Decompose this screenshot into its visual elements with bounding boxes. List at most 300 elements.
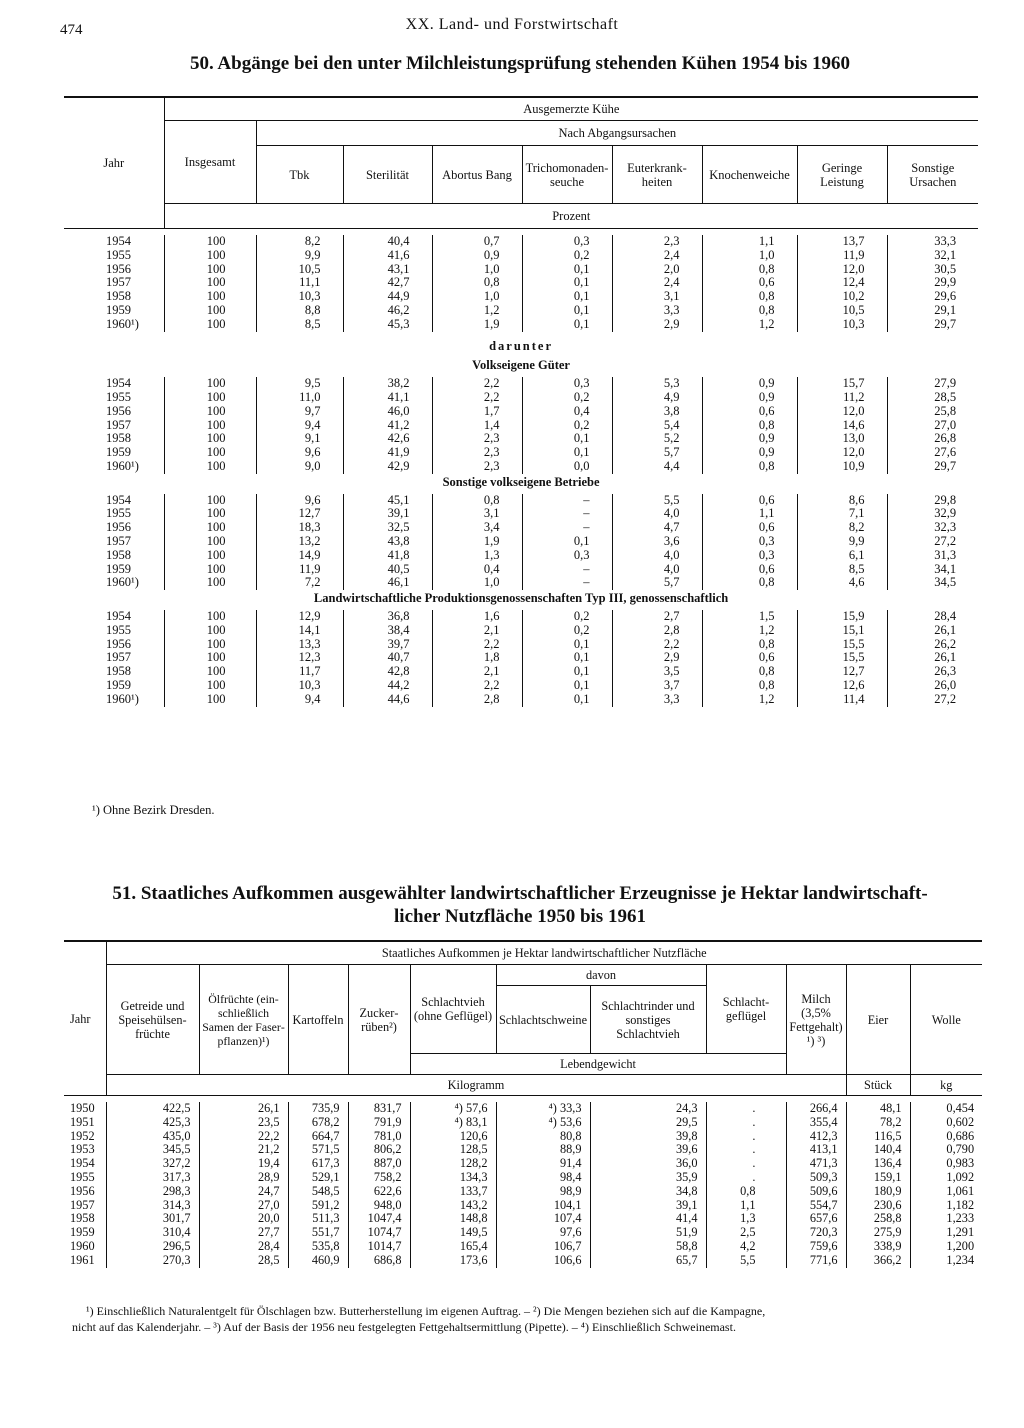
t50-section-label-row	[64, 474, 978, 494]
t50-year-cell: 1958	[106, 547, 131, 562]
t51-header-schweine: Schlachtschweine	[496, 986, 590, 1054]
t50-value-cell: 10,2	[797, 290, 887, 304]
t50-value-cell: 0,8	[702, 638, 797, 652]
t50-value-cell: 2,3	[432, 432, 522, 446]
t51-value-cell: 622,6	[348, 1185, 410, 1199]
t51-value-cell: 1,182	[910, 1199, 982, 1213]
table-row	[64, 249, 978, 263]
t51-value-cell: 136,4	[846, 1157, 910, 1171]
table-row	[64, 494, 978, 508]
t51-value-cell: 24,3	[590, 1102, 706, 1116]
t50-value-cell: 41,8	[343, 549, 432, 563]
t51-value-cell: 4,2	[706, 1240, 786, 1254]
t51-value-cell: 104,1	[496, 1199, 590, 1213]
t51-value-cell: 36,0	[590, 1157, 706, 1171]
t51-value-cell: 413,1	[786, 1143, 846, 1157]
t50-section-label-row	[64, 332, 978, 358]
t50-value-cell: 36,8	[343, 610, 432, 624]
t50-year-cell: 1955	[106, 622, 131, 637]
table-row	[64, 1199, 982, 1213]
t51-header-kartoffeln: Kartoffeln	[288, 965, 348, 1075]
t50-value-cell: 0,3	[522, 549, 612, 563]
t51-value-cell: 106,7	[496, 1240, 590, 1254]
t50-value-cell: 30,5	[887, 263, 978, 277]
table-row	[64, 638, 978, 652]
t50-value-cell: 40,4	[343, 235, 432, 249]
t50-value-cell: 26,0	[887, 679, 978, 693]
table-row	[64, 432, 978, 446]
t51-value-cell: 28,4	[199, 1240, 288, 1254]
t51-value-cell: 24,7	[199, 1185, 288, 1199]
t51-value-cell: 98,9	[496, 1185, 590, 1199]
t51-header-eier: Eier	[846, 965, 910, 1075]
t50-value-cell: 2,4	[612, 249, 702, 263]
table-row	[64, 1226, 982, 1240]
t50-value-cell: 1,8	[432, 651, 522, 665]
t51-value-cell: 5,5	[706, 1254, 786, 1268]
t50-value-cell: 2,1	[432, 624, 522, 638]
t50-value-cell: 14,1	[256, 624, 343, 638]
t50-value-cell: 100	[164, 249, 256, 263]
t50-value-cell: 0,1	[522, 276, 612, 290]
t51-value-cell: 0,602	[910, 1116, 982, 1130]
t50-value-cell: 100	[164, 693, 256, 707]
t50-value-cell: 100	[164, 665, 256, 679]
t50-value-cell: 11,7	[256, 665, 343, 679]
t51-value-cell: 34,8	[590, 1185, 706, 1199]
t51-value-cell: 1,291	[910, 1226, 982, 1240]
t51-value-cell: 686,8	[348, 1254, 410, 1268]
t50-value-cell: 2,3	[612, 235, 702, 249]
t50-value-cell: 26,3	[887, 665, 978, 679]
t50-value-cell: 0,1	[522, 638, 612, 652]
t50-value-cell: 9,6	[256, 446, 343, 460]
t50-value-cell: 0,8	[432, 276, 522, 290]
t51-value-cell: 26,1	[199, 1102, 288, 1116]
table-row	[64, 610, 978, 624]
t50-value-cell: 0,3	[702, 535, 797, 549]
t50-value-cell: 2,7	[612, 610, 702, 624]
t51-value-cell: 165,4	[410, 1240, 496, 1254]
t51-value-cell: 301,7	[106, 1212, 199, 1226]
t50-year-cell: 1960¹)	[106, 316, 139, 331]
t51-value-cell: 275,9	[846, 1226, 910, 1240]
t51-value-cell: 78,2	[846, 1116, 910, 1130]
table-row	[64, 377, 978, 391]
t50-value-cell: 9,4	[256, 693, 343, 707]
t51-value-cell: 425,3	[106, 1116, 199, 1130]
t51-value-cell: ⁴) 83,1	[410, 1116, 496, 1130]
t51-value-cell: 58,8	[590, 1240, 706, 1254]
t51-year-cell: 1959	[70, 1225, 95, 1240]
t51-header-schlachtvieh: Schlachtvieh (ohne Geflügel)	[410, 965, 496, 1054]
t51-year-cell: 1953	[70, 1142, 95, 1157]
t51-year-cell: 1952	[70, 1128, 95, 1143]
t51-value-cell: 19,4	[199, 1157, 288, 1171]
t50-year-cell: 1959	[106, 561, 131, 576]
t50-header-tricho: Trichomonadenseuche	[522, 146, 612, 204]
t50-value-cell: –	[522, 576, 612, 590]
t50-value-cell: 10,5	[256, 263, 343, 277]
t50-value-cell: 1,2	[702, 318, 797, 332]
t50-value-cell: 0,9	[702, 432, 797, 446]
t51-value-cell: 128,2	[410, 1157, 496, 1171]
t51-header-rinder: Schlachtrinder und sonstiges Schlachtvieh	[590, 986, 706, 1054]
t51-value-cell: 173,6	[410, 1254, 496, 1268]
t50-year-cell: 1959	[106, 445, 131, 460]
t50-value-cell: 27,0	[887, 419, 978, 433]
t51-value-cell: 23,5	[199, 1116, 288, 1130]
t51-header-top: Staatliches Aufkommen je Hektar landwirtschaftlicher Nutzfläche	[106, 941, 982, 965]
t50-header-nach: Nach Abgangsursachen	[256, 121, 978, 146]
t50-value-cell: 12,0	[797, 263, 887, 277]
table-row	[64, 1185, 982, 1199]
t50-value-cell: 13,3	[256, 638, 343, 652]
t50-value-cell: 11,2	[797, 391, 887, 405]
table50-title: 50. Abgänge bei den unter Milchleistungsprüfung stehenden Kühen 1954 bis 1960	[189, 53, 851, 74]
t50-value-cell: 2,8	[432, 693, 522, 707]
t51-value-cell: 48,1	[846, 1102, 910, 1116]
t51-value-cell: 338,9	[846, 1240, 910, 1254]
t50-header-ausgemerzte: Ausgemerzte Kühe	[164, 97, 978, 121]
t50-value-cell: 100	[164, 419, 256, 433]
t50-value-cell: 1,4	[432, 419, 522, 433]
t50-value-cell: 38,2	[343, 377, 432, 391]
t51-value-cell: 571,5	[288, 1143, 348, 1157]
t50-value-cell: 7,1	[797, 507, 887, 521]
t50-value-cell: 27,2	[887, 693, 978, 707]
t50-value-cell: 100	[164, 507, 256, 521]
t50-value-cell: 26,2	[887, 638, 978, 652]
t50-value-cell: 32,1	[887, 249, 978, 263]
t51-year-cell: 1961	[70, 1252, 95, 1267]
t50-value-cell: 25,8	[887, 405, 978, 419]
t50-value-cell: 8,2	[256, 235, 343, 249]
t50-value-cell: 11,0	[256, 391, 343, 405]
t51-value-cell: .	[706, 1157, 786, 1171]
t50-value-cell: 0,8	[702, 304, 797, 318]
t50-value-cell: 3,7	[612, 679, 702, 693]
t50-value-cell: 0,2	[522, 391, 612, 405]
t50-value-cell: 8,5	[797, 563, 887, 577]
t50-year-cell: 1956	[106, 261, 131, 276]
t50-value-cell: 0,6	[702, 494, 797, 508]
t51-value-cell: 270,3	[106, 1254, 199, 1268]
t50-value-cell: –	[522, 507, 612, 521]
t50-year-cell: 1958	[106, 289, 131, 304]
t50-year-cell: 1960¹)	[106, 691, 139, 706]
t50-value-cell: 42,8	[343, 665, 432, 679]
t51-value-cell: 535,8	[288, 1240, 348, 1254]
t50-value-cell: 8,2	[797, 521, 887, 535]
t51-value-cell: 1,233	[910, 1212, 982, 1226]
t51-value-cell: 664,7	[288, 1130, 348, 1144]
table51-footnote-1: ¹) Einschließlich Naturalentgelt für Ölschlagen bzw. Butterherstellung im eigenen Auftrag. – ²) Die Mengen beziehen sich auf die Kampagne,	[86, 1304, 766, 1318]
t50-header-abortus: Abortus Bang	[432, 146, 522, 204]
t50-value-cell: 5,2	[612, 432, 702, 446]
t51-value-cell: 422,5	[106, 1102, 199, 1116]
t51-value-cell: 548,5	[288, 1185, 348, 1199]
t51-year-cell: 1958	[70, 1211, 95, 1226]
t50-value-cell: 40,7	[343, 651, 432, 665]
t51-header-zucker: Zuckerrüben²)	[348, 965, 410, 1075]
t50-value-cell: 12,7	[256, 507, 343, 521]
t51-header-wolle: Wolle	[910, 965, 982, 1075]
t50-value-cell: 2,2	[432, 377, 522, 391]
t50-value-cell: 100	[164, 494, 256, 508]
t50-value-cell: 27,6	[887, 446, 978, 460]
t51-value-cell: 678,2	[288, 1116, 348, 1130]
t50-value-cell: 29,9	[887, 276, 978, 290]
t50-value-cell: 6,1	[797, 549, 887, 563]
t50-value-cell: 29,7	[887, 460, 978, 474]
table-row	[64, 446, 978, 460]
t50-value-cell: 1,1	[702, 507, 797, 521]
t50-value-cell: 100	[164, 651, 256, 665]
t51-value-cell: 1,234	[910, 1254, 982, 1268]
t51-value-cell: 230,6	[846, 1199, 910, 1213]
t50-value-cell: 26,1	[887, 651, 978, 665]
t50-value-cell: 32,5	[343, 521, 432, 535]
t50-value-cell: 0,6	[702, 276, 797, 290]
t50-value-cell: 0,9	[702, 377, 797, 391]
t50-value-cell: 2,0	[612, 263, 702, 277]
t50-value-cell: 40,5	[343, 563, 432, 577]
t51-value-cell: 0,8	[706, 1185, 786, 1199]
t51-value-cell: 65,7	[590, 1254, 706, 1268]
t50-value-cell: 100	[164, 290, 256, 304]
t50-value-cell: 11,9	[256, 563, 343, 577]
t50-value-cell: 9,5	[256, 377, 343, 391]
t51-value-cell: 345,5	[106, 1143, 199, 1157]
t51-value-cell: ⁴) 53,6	[496, 1116, 590, 1130]
t51-header-stueck: Stück	[846, 1075, 910, 1096]
t50-section-label: Landwirtschaftliche Produktionsgenossenschaften Typ III, genossenschaftlich	[313, 591, 729, 606]
t50-header-knochen: Knochenweiche	[702, 146, 797, 204]
t51-value-cell: 1,3	[706, 1212, 786, 1226]
table-row	[64, 391, 978, 405]
t51-value-cell: 2,5	[706, 1226, 786, 1240]
t50-value-cell: 12,0	[797, 405, 887, 419]
t50-value-cell: 43,1	[343, 263, 432, 277]
t51-value-cell: 1047,4	[348, 1212, 410, 1226]
t50-value-cell: 0,7	[432, 235, 522, 249]
t51-value-cell: 98,4	[496, 1171, 590, 1185]
t51-value-cell: 41,4	[590, 1212, 706, 1226]
t50-value-cell: 100	[164, 460, 256, 474]
t51-value-cell: 1014,7	[348, 1240, 410, 1254]
table-row	[64, 651, 978, 665]
t51-value-cell: 51,9	[590, 1226, 706, 1240]
t51-value-cell: ⁴) 33,3	[496, 1102, 590, 1116]
t50-value-cell: 29,1	[887, 304, 978, 318]
t50-value-cell: 42,6	[343, 432, 432, 446]
table-row	[64, 1130, 982, 1144]
t51-value-cell: 759,6	[786, 1240, 846, 1254]
t50-value-cell: 4,0	[612, 507, 702, 521]
t50-year-cell: 1956	[106, 636, 131, 651]
t51-value-cell: 133,7	[410, 1185, 496, 1199]
table-row	[64, 1102, 982, 1116]
t50-year-cell: 1959	[106, 677, 131, 692]
running-head: XX. Land- und Forstwirtschaft	[405, 16, 619, 33]
t50-value-cell: 45,3	[343, 318, 432, 332]
t50-value-cell: 4,4	[612, 460, 702, 474]
t50-value-cell: 100	[164, 263, 256, 277]
table-row	[64, 1116, 982, 1130]
t50-year-cell: 1955	[106, 389, 131, 404]
t51-value-cell: 831,7	[348, 1102, 410, 1116]
t50-value-cell: 3,8	[612, 405, 702, 419]
t51-value-cell: 435,0	[106, 1130, 199, 1144]
t50-value-cell: 11,4	[797, 693, 887, 707]
table-row	[64, 1240, 982, 1254]
t51-value-cell: 887,0	[348, 1157, 410, 1171]
t51-value-cell: 314,3	[106, 1199, 199, 1213]
t50-value-cell: 100	[164, 405, 256, 419]
t50-value-cell: 32,3	[887, 521, 978, 535]
t51-value-cell: 258,8	[846, 1212, 910, 1226]
table-row	[64, 405, 978, 419]
t51-year-cell: 1951	[70, 1114, 95, 1129]
t51-value-cell: 27,7	[199, 1226, 288, 1240]
t50-value-cell: 12,4	[797, 276, 887, 290]
table-row	[64, 419, 978, 433]
t51-value-cell: 128,5	[410, 1143, 496, 1157]
t50-header-sterilitaet: Sterilität	[343, 146, 432, 204]
t51-value-cell: 35,9	[590, 1171, 706, 1185]
t50-value-cell: 27,2	[887, 535, 978, 549]
t51-value-cell: 21,2	[199, 1143, 288, 1157]
t50-year-cell: 1957	[106, 533, 131, 548]
t50-header-insgesamt: Insgesamt	[164, 121, 256, 204]
t50-value-cell: –	[522, 521, 612, 535]
table50-footnote: ¹) Ohne Bezirk Dresden.	[92, 803, 215, 817]
t51-value-cell: 266,4	[786, 1102, 846, 1116]
t51-value-cell: 20,0	[199, 1212, 288, 1226]
t50-value-cell: 46,2	[343, 304, 432, 318]
t50-value-cell: 100	[164, 432, 256, 446]
t51-value-cell: 771,6	[786, 1254, 846, 1268]
t50-value-cell: 5,3	[612, 377, 702, 391]
t50-value-cell: 0,8	[702, 263, 797, 277]
t50-value-cell: 5,7	[612, 446, 702, 460]
table-row	[64, 304, 978, 318]
t50-value-cell: 1,0	[432, 576, 522, 590]
t50-value-cell: 9,4	[256, 419, 343, 433]
t50-header-jahr: Jahr	[64, 97, 164, 229]
t50-value-cell: 0,8	[702, 665, 797, 679]
t50-value-cell: 26,8	[887, 432, 978, 446]
t50-value-cell: 33,3	[887, 235, 978, 249]
t51-value-cell: 554,7	[786, 1199, 846, 1213]
table-row	[64, 318, 978, 332]
t50-value-cell: 0,8	[702, 679, 797, 693]
t50-value-cell: 34,1	[887, 563, 978, 577]
t50-value-cell: 0,8	[702, 576, 797, 590]
t50-value-cell: 42,9	[343, 460, 432, 474]
t50-value-cell: 0,4	[432, 563, 522, 577]
t50-value-cell: 5,4	[612, 419, 702, 433]
t50-value-cell: 1,5	[702, 610, 797, 624]
t50-value-cell: 1,2	[702, 693, 797, 707]
t51-value-cell: .	[706, 1116, 786, 1130]
t50-value-cell: 2,8	[612, 624, 702, 638]
t50-value-cell: 9,0	[256, 460, 343, 474]
table-row	[64, 576, 978, 590]
t51-value-cell: 509,3	[786, 1171, 846, 1185]
t51-value-cell: 617,3	[288, 1157, 348, 1171]
t50-value-cell: 100	[164, 638, 256, 652]
t51-value-cell: 22,2	[199, 1130, 288, 1144]
t50-value-cell: 41,9	[343, 446, 432, 460]
t50-value-cell: 0,3	[522, 235, 612, 249]
t50-value-cell: 0,2	[522, 419, 612, 433]
t50-value-cell: 0,1	[522, 679, 612, 693]
t50-value-cell: 15,1	[797, 624, 887, 638]
t50-value-cell: 45,1	[343, 494, 432, 508]
t50-value-cell: 11,1	[256, 276, 343, 290]
t50-value-cell: 46,0	[343, 405, 432, 419]
t50-value-cell: 1,2	[702, 624, 797, 638]
t51-value-cell: 180,9	[846, 1185, 910, 1199]
t51-value-cell: 39,6	[590, 1143, 706, 1157]
t51-value-cell: 106,6	[496, 1254, 590, 1268]
t50-value-cell: 11,9	[797, 249, 887, 263]
table-row	[64, 693, 978, 707]
t51-value-cell: .	[706, 1171, 786, 1185]
t50-value-cell: 1,6	[432, 610, 522, 624]
t51-header-kg: kg	[910, 1075, 982, 1096]
t50-value-cell: 39,7	[343, 638, 432, 652]
t51-value-cell: 791,9	[348, 1116, 410, 1130]
t50-value-cell: 27,9	[887, 377, 978, 391]
t51-value-cell: 149,5	[410, 1226, 496, 1240]
t50-year-cell: 1954	[106, 234, 131, 248]
t50-value-cell: 31,3	[887, 549, 978, 563]
t51-header-milch: Milch (3,5% Fettgehalt) ¹) ³)	[786, 965, 846, 1075]
table-row	[64, 1157, 982, 1171]
t51-value-cell: 97,6	[496, 1226, 590, 1240]
t50-value-cell: 100	[164, 549, 256, 563]
table51-title-line1: 51. Staatliches Aufkommen ausgewählter landwirtschaftlicher Erzeugnisse je Hektar landwirtschaft-	[112, 883, 928, 904]
t50-value-cell: 0,3	[702, 549, 797, 563]
t51-header-davon: davon	[496, 965, 706, 986]
t50-value-cell: 1,0	[702, 249, 797, 263]
t50-value-cell: 0,2	[522, 610, 612, 624]
t50-value-cell: 0,8	[702, 460, 797, 474]
t50-value-cell: 39,1	[343, 507, 432, 521]
t51-value-cell: 0,454	[910, 1102, 982, 1116]
t50-value-cell: 0,1	[522, 304, 612, 318]
t50-value-cell: 0,1	[522, 665, 612, 679]
t51-header-lebendgewicht: Lebendgewicht	[410, 1054, 786, 1075]
t50-value-cell: 29,8	[887, 494, 978, 508]
t50-value-cell: 0,1	[522, 432, 612, 446]
t51-value-cell: 657,6	[786, 1212, 846, 1226]
t51-value-cell: 88,9	[496, 1143, 590, 1157]
t50-value-cell: 100	[164, 610, 256, 624]
table-row	[64, 535, 978, 549]
table-row	[64, 460, 978, 474]
t51-value-cell: 1074,7	[348, 1226, 410, 1240]
t51-value-cell: 1,200	[910, 1240, 982, 1254]
t50-value-cell: 9,9	[797, 535, 887, 549]
t51-value-cell: 29,5	[590, 1116, 706, 1130]
t51-header-jahr: Jahr	[64, 941, 106, 1096]
t51-value-cell: 720,3	[786, 1226, 846, 1240]
t51-value-cell: 296,5	[106, 1240, 199, 1254]
